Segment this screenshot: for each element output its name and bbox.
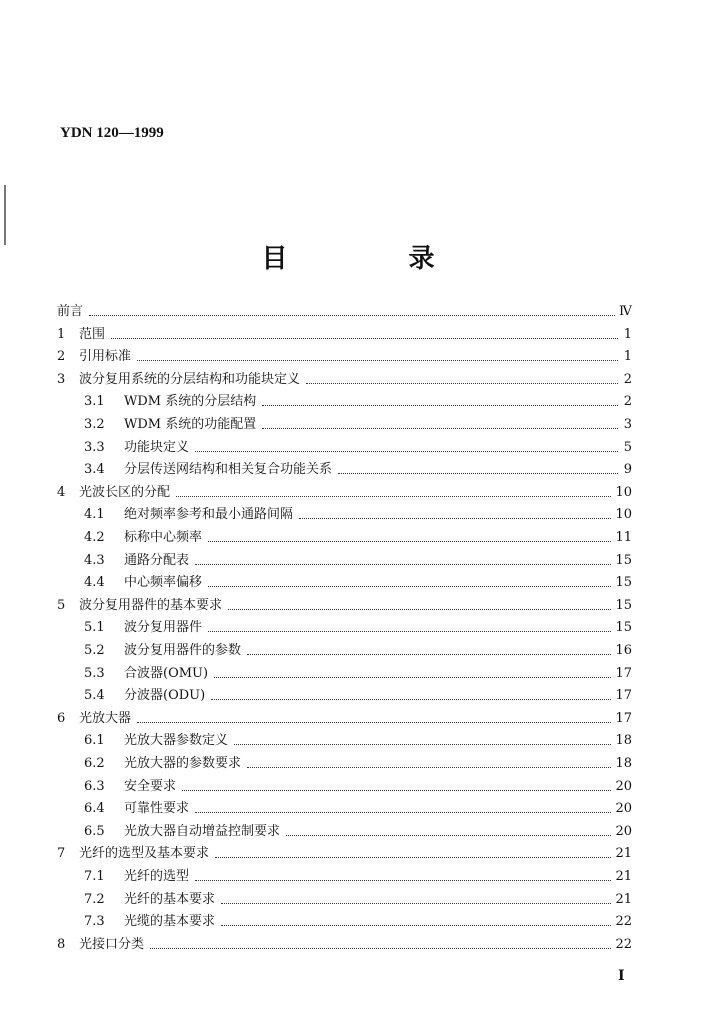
dot-leader bbox=[111, 338, 618, 339]
toc-entry-title: 标称中心频率 bbox=[124, 530, 203, 545]
dot-leader bbox=[262, 405, 618, 406]
dot-leader bbox=[211, 699, 611, 700]
toc-entry-page: 5 bbox=[623, 439, 632, 455]
dot-leader bbox=[221, 925, 611, 926]
dot-leader bbox=[137, 360, 618, 361]
toc-entry bbox=[84, 503, 632, 523]
toc-entry bbox=[84, 888, 632, 908]
standard-code: YDN 120—1999 bbox=[60, 125, 164, 141]
toc-entry bbox=[57, 594, 632, 614]
toc-entry-number: 3.1 bbox=[84, 394, 105, 410]
toc-heading: 目 录 bbox=[261, 244, 491, 274]
toc-entry bbox=[57, 323, 632, 343]
toc-entry-title: 波分复用器件的基本要求 bbox=[79, 597, 223, 613]
dot-leader bbox=[215, 857, 611, 858]
dot-leader bbox=[299, 518, 611, 519]
toc-entry bbox=[84, 865, 632, 885]
toc-entry bbox=[84, 639, 632, 659]
toc-entry-title: 光放大器自动增益控制要求 bbox=[124, 823, 281, 839]
toc-entry bbox=[57, 933, 632, 953]
toc-entry-page: 15 bbox=[615, 575, 632, 591]
toc-entry-page: 20 bbox=[615, 778, 632, 794]
toc-entry-page: 22 bbox=[615, 914, 632, 930]
toc-entry-title: WDM 系统的功能配置 bbox=[124, 417, 257, 432]
toc-entry-number: 7 bbox=[57, 846, 66, 862]
toc-entry-page: 1 bbox=[623, 326, 632, 342]
toc-entry-page: 2 bbox=[623, 394, 632, 410]
toc-entry bbox=[84, 662, 632, 682]
toc-entry-page: 17 bbox=[615, 710, 632, 726]
toc-entry-number: 4.1 bbox=[84, 507, 105, 523]
toc-entry-title: 光放大器 bbox=[79, 710, 132, 726]
dot-leader bbox=[176, 496, 611, 497]
toc-entry-number: 1 bbox=[57, 326, 66, 342]
toc-entry-number: 5.2 bbox=[84, 643, 105, 658]
dot-leader bbox=[234, 744, 611, 745]
toc-entry-title: 引用标准 bbox=[79, 349, 132, 365]
toc-entry-number: 3.4 bbox=[84, 462, 105, 478]
dot-leader bbox=[247, 654, 611, 655]
toc-entry bbox=[84, 616, 632, 636]
dot-leader bbox=[137, 722, 611, 723]
toc-entry-page: 15 bbox=[615, 552, 632, 568]
toc-entry-title: 通路分配表 bbox=[124, 552, 190, 568]
dot-leader bbox=[195, 812, 611, 813]
toc-entry bbox=[84, 820, 632, 840]
dot-leader bbox=[286, 835, 611, 836]
toc-entry-number: 5.4 bbox=[84, 688, 105, 704]
toc-entry bbox=[84, 684, 632, 704]
page-number: I bbox=[618, 968, 625, 984]
toc-entry-title: 光波长区的分配 bbox=[79, 484, 171, 500]
toc-entry bbox=[57, 345, 632, 365]
toc-entry-number: 2 bbox=[57, 349, 66, 365]
dot-leader bbox=[221, 903, 611, 904]
toc-entry-page: 1 bbox=[623, 349, 632, 365]
toc-entry bbox=[84, 413, 632, 433]
toc-entry bbox=[84, 526, 632, 546]
toc-entry-number: 8 bbox=[57, 936, 66, 952]
toc-entry-page: 18 bbox=[615, 756, 632, 771]
toc-entry-page: 22 bbox=[615, 936, 632, 952]
toc-entry-page: 21 bbox=[615, 846, 632, 862]
toc-entry bbox=[57, 481, 632, 501]
toc-entry-title: 光放大器参数定义 bbox=[124, 733, 229, 749]
toc-entry-page: 15 bbox=[615, 597, 632, 613]
toc-entry-number: 6.1 bbox=[84, 733, 105, 749]
dot-leader bbox=[214, 677, 611, 678]
toc-entry-number: 4.2 bbox=[84, 530, 105, 545]
toc-entry bbox=[84, 458, 632, 478]
toc-entry-title: 可靠性要求 bbox=[124, 801, 190, 817]
toc-entry-number: 4.4 bbox=[84, 575, 105, 591]
dot-leader bbox=[195, 880, 611, 881]
toc-entry-page: 17 bbox=[615, 688, 632, 704]
toc-entry-number: 6.4 bbox=[84, 801, 105, 817]
toc-entry-page: 10 bbox=[615, 484, 632, 500]
dot-leader bbox=[208, 631, 611, 632]
toc-entry-number: 7.3 bbox=[84, 914, 105, 930]
toc-entry-page: 2 bbox=[623, 371, 632, 387]
toc-entry-number: 6 bbox=[57, 710, 66, 726]
toc-entry-title: 光纤的选型 bbox=[124, 869, 190, 884]
toc-entry-number: 5.3 bbox=[84, 665, 105, 681]
toc-entry-page: 17 bbox=[615, 665, 632, 681]
toc-entry-page: 11 bbox=[615, 530, 632, 545]
toc-entry bbox=[57, 368, 632, 388]
toc-entry-title: 光放大器的参数要求 bbox=[124, 756, 242, 771]
toc-entry bbox=[84, 910, 632, 930]
toc-entry-page: 21 bbox=[615, 869, 632, 884]
toc-entry-number: 7.1 bbox=[84, 869, 105, 884]
dot-leader bbox=[89, 315, 615, 316]
toc-entry-title: 分波器(ODU) bbox=[124, 688, 206, 704]
toc-entry-number: 3.3 bbox=[84, 439, 105, 455]
toc-entry-title: WDM 系统的分层结构 bbox=[124, 394, 257, 410]
toc-entry bbox=[84, 549, 632, 569]
toc-entry-number: 6.5 bbox=[84, 823, 105, 839]
toc-entry-title: 中心频率偏移 bbox=[124, 575, 203, 591]
toc-entry-title: 合波器(OMU) bbox=[124, 665, 209, 681]
dot-leader bbox=[247, 767, 611, 768]
dot-leader bbox=[182, 790, 611, 791]
toc-entry bbox=[84, 797, 632, 817]
dot-leader bbox=[150, 948, 611, 949]
toc-entry-page: 3 bbox=[623, 417, 632, 432]
toc-entry-number: 3 bbox=[57, 371, 66, 387]
toc-entry-number: 6.2 bbox=[84, 756, 105, 771]
toc-entry-number: 4 bbox=[57, 484, 66, 500]
toc-entry-number: 5.1 bbox=[84, 620, 105, 636]
toc-entry bbox=[57, 300, 632, 320]
toc-entry-page: 16 bbox=[615, 643, 632, 658]
dot-leader bbox=[306, 383, 618, 384]
margin-mark bbox=[4, 185, 6, 245]
toc-entry bbox=[57, 842, 632, 862]
toc-entry-number: 4.3 bbox=[84, 552, 105, 568]
toc-entry-page: 10 bbox=[615, 507, 632, 523]
toc-entry-page: 21 bbox=[615, 891, 632, 907]
toc-entry-page: Ⅳ bbox=[619, 304, 632, 319]
toc-entry bbox=[84, 729, 632, 749]
toc-entry-title: 功能块定义 bbox=[124, 439, 190, 455]
toc-entry-title: 光缆的基本要求 bbox=[124, 914, 216, 930]
dot-leader bbox=[208, 541, 611, 542]
toc-entry bbox=[84, 775, 632, 795]
toc-entry-page: 20 bbox=[615, 823, 632, 839]
toc-entry-title: 前言 bbox=[57, 304, 84, 319]
toc-entry-title: 光接口分类 bbox=[79, 936, 145, 952]
toc-entry bbox=[84, 752, 632, 772]
toc-entry bbox=[84, 390, 632, 410]
toc-entry bbox=[57, 707, 632, 727]
toc-entry-page: 9 bbox=[623, 462, 632, 478]
dot-leader bbox=[228, 609, 611, 610]
dot-leader bbox=[195, 564, 611, 565]
toc-entry-number: 6.3 bbox=[84, 778, 105, 794]
toc-entry-title: 安全要求 bbox=[124, 778, 177, 794]
dot-leader bbox=[208, 586, 611, 587]
dot-leader bbox=[195, 451, 618, 452]
toc-entry-title: 波分复用系统的分层结构和功能块定义 bbox=[79, 371, 301, 387]
toc-entry-title: 波分复用器件 bbox=[124, 620, 203, 636]
dot-leader bbox=[338, 473, 618, 474]
toc-entry-number: 5 bbox=[57, 597, 66, 613]
toc-entry-title: 光纤的基本要求 bbox=[124, 891, 216, 907]
toc-entry bbox=[84, 571, 632, 591]
toc-entry-title: 光纤的选型及基本要求 bbox=[79, 846, 210, 862]
toc-entry-number: 3.2 bbox=[84, 417, 105, 432]
toc-entry-title: 分层传送网结构和相关复合功能关系 bbox=[124, 462, 333, 478]
dot-leader bbox=[262, 428, 618, 429]
toc-entry-title: 绝对频率参考和最小通路间隔 bbox=[124, 507, 294, 523]
toc-entry-number: 7.2 bbox=[84, 891, 105, 907]
toc-entry-page: 20 bbox=[615, 801, 632, 817]
toc-entry bbox=[84, 436, 632, 456]
toc-entry-title: 范围 bbox=[79, 326, 106, 342]
toc-entry-page: 18 bbox=[615, 733, 632, 749]
toc-entry-page: 15 bbox=[615, 620, 632, 636]
toc-entry-title: 波分复用器件的参数 bbox=[124, 643, 242, 658]
